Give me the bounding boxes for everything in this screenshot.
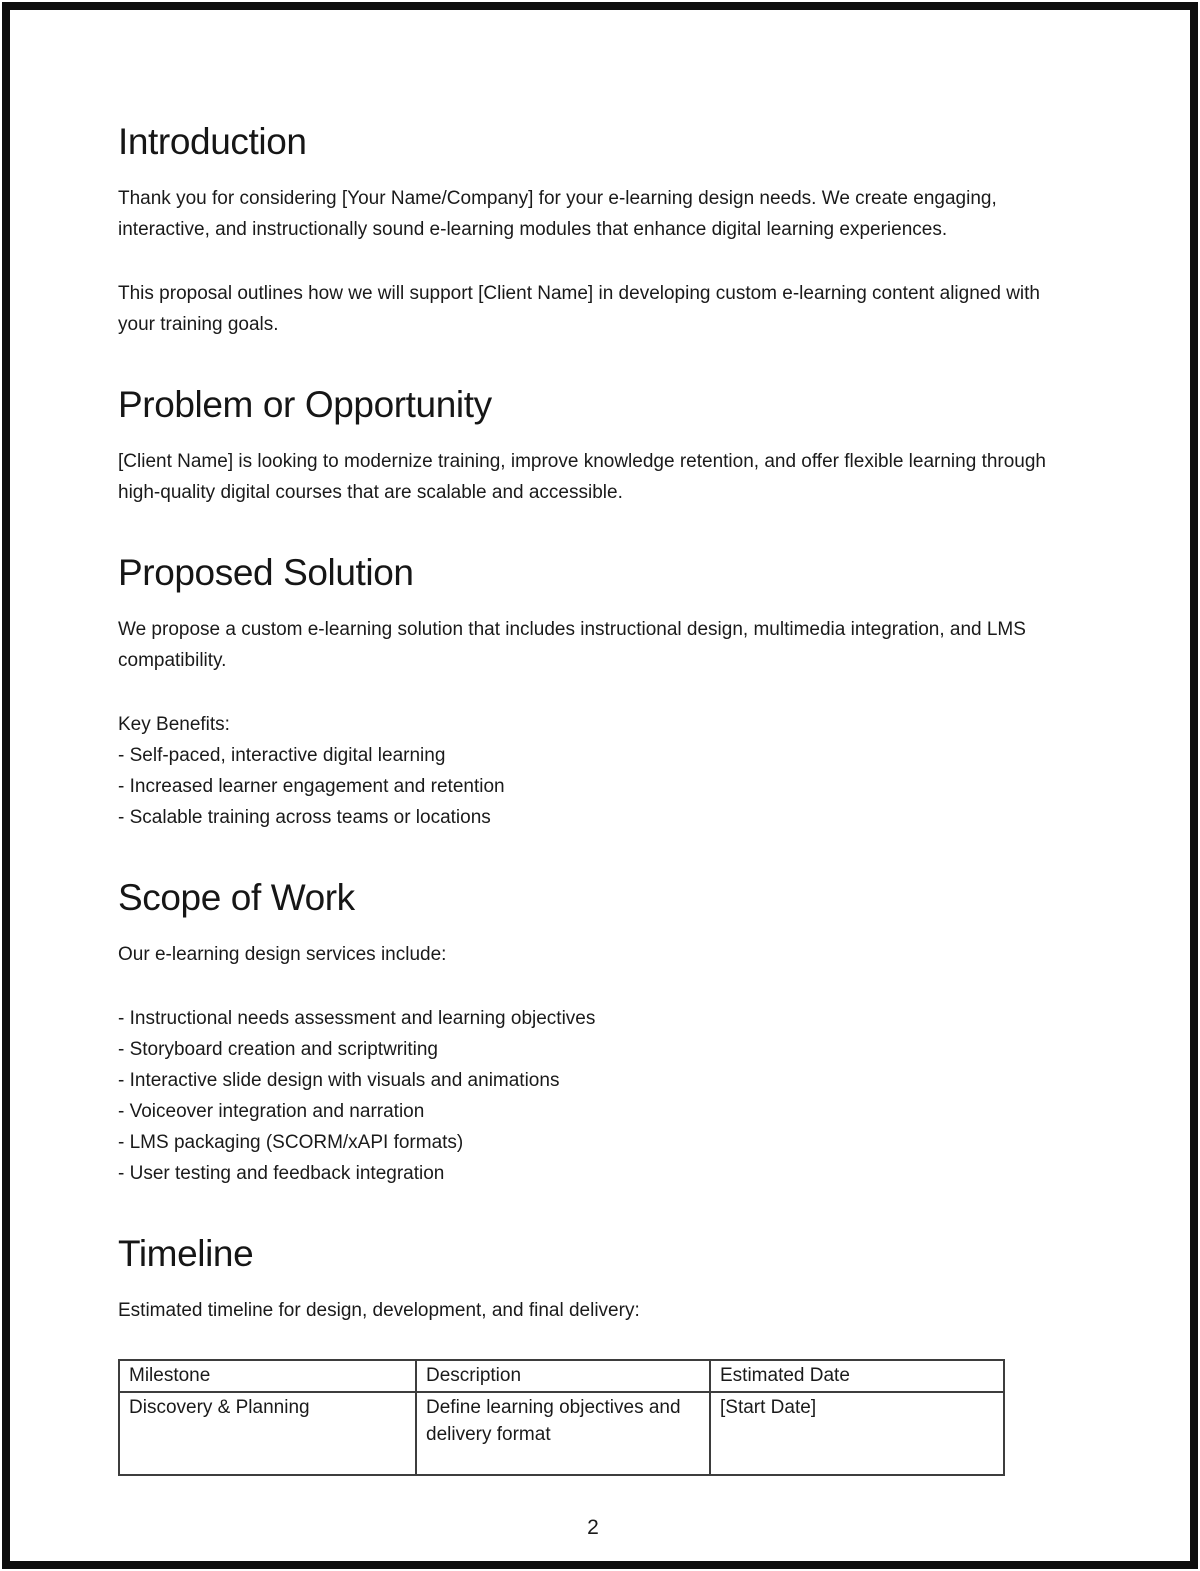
introduction-paragraph-1: Thank you for considering [Your Name/Company] for your e-learning design needs. We create engaging, interactive, and instructionally sound e-learning modules that enhance digital learning experiences. (118, 188, 997, 240)
section-heading-scope-of-work: Scope of Work (118, 877, 355, 918)
introduction-paragraph-2: This proposal outlines how we will support [Client Name] in developing custom e-learning content aligned with your training goals. (118, 283, 1040, 335)
scope-item: - LMS packaging (SCORM/xAPI formats) (118, 1132, 464, 1153)
scope-item: - Storyboard creation and scriptwriting (118, 1039, 438, 1060)
section-heading-proposed-solution: Proposed Solution (118, 552, 414, 593)
benefit-item: - Self-paced, interactive digital learning (118, 745, 446, 766)
timeline-table-header-row (119, 1360, 1004, 1392)
scope-item: - User testing and feedback integration (118, 1163, 445, 1184)
section-heading-problem-or-opportunity: Problem or Opportunity (118, 384, 492, 425)
document-content (118, 0, 1068, 1542)
scope-item: - Interactive slide design with visuals and animations (118, 1070, 560, 1091)
page-number: 2 (587, 1516, 599, 1539)
section-heading-introduction: Introduction (118, 121, 307, 162)
table-row (119, 1392, 1004, 1475)
scope-items-block (118, 1003, 1068, 1189)
key-benefits-label: Key Benefits: (118, 714, 230, 735)
scope-intro-paragraph: Our e-learning design services include: (118, 944, 447, 965)
scope-item: - Voiceover integration and narration (118, 1101, 425, 1122)
table-header-milestone: Milestone (119, 1360, 416, 1392)
table-cell-estimated-date: [Start Date] (710, 1392, 1004, 1475)
table-cell-milestone: Discovery & Planning (119, 1392, 416, 1475)
table-header-estimated-date: Estimated Date (710, 1360, 1004, 1392)
section-heading-timeline: Timeline (118, 1233, 254, 1274)
timeline-table (118, 1359, 1005, 1476)
key-benefits-block (118, 709, 1068, 833)
solution-paragraph: We propose a custom e-learning solution that includes instructional design, multimedia integration, and LMS compatibility. (118, 619, 1026, 671)
table-cell-description: Define learning objectives and delivery format (416, 1392, 710, 1475)
table-header-description: Description (416, 1360, 710, 1392)
timeline-intro-paragraph: Estimated timeline for design, development, and final delivery: (118, 1300, 640, 1321)
benefit-item: - Scalable training across teams or locations (118, 807, 491, 828)
benefit-item: - Increased learner engagement and retention (118, 776, 505, 797)
scope-item: - Instructional needs assessment and learning objectives (118, 1008, 596, 1029)
problem-paragraph: [Client Name] is looking to modernize training, improve knowledge retention, and offer flexible learning through high-quality digital courses that are scalable and accessible. (118, 451, 1047, 503)
